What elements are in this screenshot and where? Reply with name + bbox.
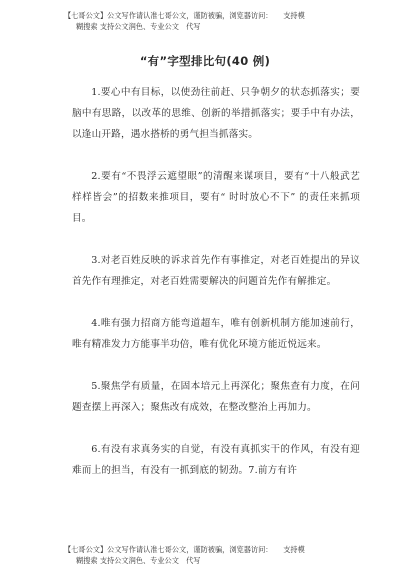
paragraph-5: 5.聚焦学有质量，在固本培元上再深化；聚焦查有力度，在问题查摆上再深入；聚焦改有成效，在整改整治上再加力。: [72, 381, 360, 413]
header-banner-line1: 【七哥公文】公文写作请认准七哥公文，谨防被骗，浏览器访问： 支持模: [64, 11, 305, 20]
paragraph-4: 4.唯有强力招商方能弯道超车，唯有创新机制方能加速前行，唯有精准发力方能事半功倍，唯有优化环境方能近悦远来。: [72, 318, 360, 350]
header-banner: [64, 10, 364, 32]
paragraph-1: 1.要心中有目标，以使劲往前赶、只争朝夕的状态抓落实；要脑中有思路，以改革的思维、创新的举措抓落实；要手中有办法， 以逢山开路，遇水搭桥的勇气担当抓落实。: [72, 87, 360, 140]
footer-banner: [64, 544, 364, 566]
paragraph-6: 6.有没有求真务实的自觉，有没有真抓实干的作风，有没有迎难而上的担当，有没有一抓到底的韧劲。7.前方有许: [72, 444, 360, 476]
paragraph-3: 3.对老百姓反映的诉求首先作有事推定，对老百姓提出的异议首先作有理推定，对老百姓需要解决的问题首先作有解推定。: [72, 255, 360, 287]
footer-banner-line1: 【七哥公文】公文写作请认准七哥公文，谨防被骗，浏览器访问： 支持模: [64, 545, 305, 554]
page-title: “有”字型排比句(40 例): [139, 54, 271, 68]
document-body: [72, 82, 360, 502]
footer-banner-line2: 糊搜索 支持公文润色、专业公文 代写: [76, 556, 201, 565]
paragraph-2: 2.要有“不畏浮云遮望眼”的清醒来谋项目，要有“十八般武艺样样皆会”的招数来推项目，要有“ 时时放心不下” 的责任来抓项目。: [72, 171, 360, 224]
header-banner-line2: 糊搜索 支持公文润色、专业公文 代写: [76, 22, 201, 31]
